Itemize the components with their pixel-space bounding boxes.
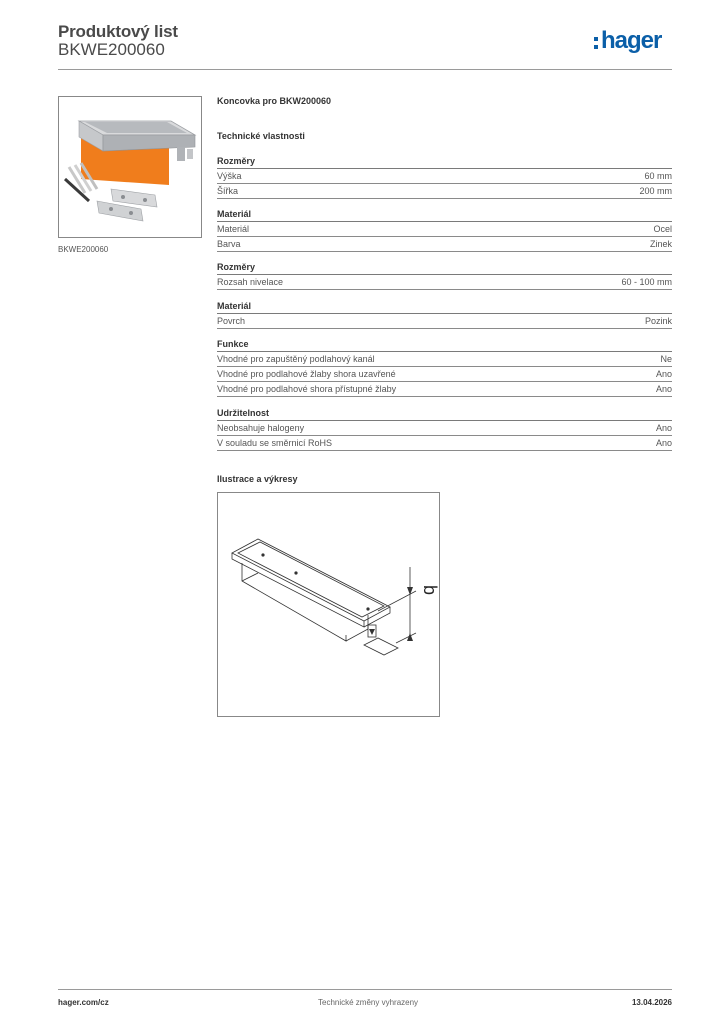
- spec-label: Povrch: [217, 316, 246, 326]
- tech-properties-heading: Technické vlastnosti: [217, 131, 305, 141]
- spec-label: Šířka: [217, 186, 239, 196]
- logo-dots-icon: [594, 37, 598, 49]
- spec-value: Zinek: [649, 239, 672, 249]
- product-image: [58, 96, 202, 238]
- product-code: BKWE200060: [58, 40, 165, 59]
- logo-wordmark: hager: [601, 27, 662, 54]
- spec-row: [217, 275, 672, 290]
- spec-value: 60 mm: [644, 171, 672, 181]
- spec-row: [217, 169, 672, 184]
- document-title: Produktový list: [58, 22, 178, 41]
- spec-value: Ne: [660, 354, 672, 364]
- product-image-caption: BKWE200060: [58, 245, 109, 254]
- spec-value: 200 mm: [639, 186, 672, 196]
- footer-disclaimer: Technické změny vyhrazeny: [318, 998, 419, 1007]
- spec-label: Materiál: [217, 224, 250, 234]
- product-description: Koncovka pro BKW200060: [217, 96, 332, 106]
- spec-group-title: Udržitelnost: [217, 407, 672, 421]
- spec-value: Ocel: [653, 224, 672, 234]
- spec-group-function: [217, 338, 672, 397]
- spec-label: Vhodné pro podlahové shora přístupné žlaby: [217, 384, 397, 394]
- footer-website-link[interactable]: hager.com/cz: [58, 998, 109, 1007]
- spec-group-title: Funkce: [217, 338, 672, 352]
- spec-group-title: Rozměry: [217, 155, 672, 169]
- spec-value: Pozink: [644, 316, 672, 326]
- footer-date: 13.04.2026: [631, 998, 672, 1007]
- spec-label: Vhodné pro zapuštěný podlahový kanál: [217, 354, 375, 364]
- spec-group-title: Materiál: [217, 300, 672, 314]
- spec-row: [217, 382, 672, 397]
- spec-value: Ano: [655, 438, 672, 448]
- spec-label: V souladu se směrnicí RoHS: [217, 438, 333, 448]
- spec-value: Ano: [655, 384, 672, 394]
- spec-label: Neobsahuje halogeny: [217, 423, 305, 433]
- header-divider: [58, 69, 672, 70]
- spec-group-leveling: [217, 261, 672, 290]
- spec-row: [217, 352, 672, 367]
- technical-drawing: [217, 492, 440, 717]
- spec-label: Výška: [217, 171, 242, 181]
- spec-row: [217, 367, 672, 382]
- spec-label: Barva: [217, 239, 241, 249]
- spec-group-title: Rozměry: [217, 261, 672, 275]
- spec-group-dimensions: [217, 155, 672, 199]
- spec-row: [217, 421, 672, 436]
- spec-row: [217, 222, 672, 237]
- spec-row: [217, 237, 672, 252]
- spec-group-material: [217, 208, 672, 252]
- technical-drawing-graphic: [218, 493, 439, 716]
- spec-value: Ano: [655, 369, 672, 379]
- spec-value: Ano: [655, 423, 672, 433]
- spec-group-title: Materiál: [217, 208, 672, 222]
- spec-label: Vhodné pro podlahové žlaby shora uzavřené: [217, 369, 396, 379]
- spec-value: 60 - 100 mm: [621, 277, 672, 287]
- spec-row: [217, 314, 672, 329]
- spec-group-surface: [217, 300, 672, 329]
- product-photo-graphic: [59, 97, 201, 237]
- dimension-label: b: [420, 585, 439, 596]
- spec-row: [217, 184, 672, 199]
- illustrations-heading: Ilustrace a výkresy: [217, 474, 298, 484]
- spec-label: Rozsah nivelace: [217, 277, 284, 287]
- hager-logo: [594, 28, 661, 54]
- footer-divider: [58, 989, 672, 990]
- spec-group-sustainability: [217, 407, 672, 451]
- spec-row: [217, 436, 672, 451]
